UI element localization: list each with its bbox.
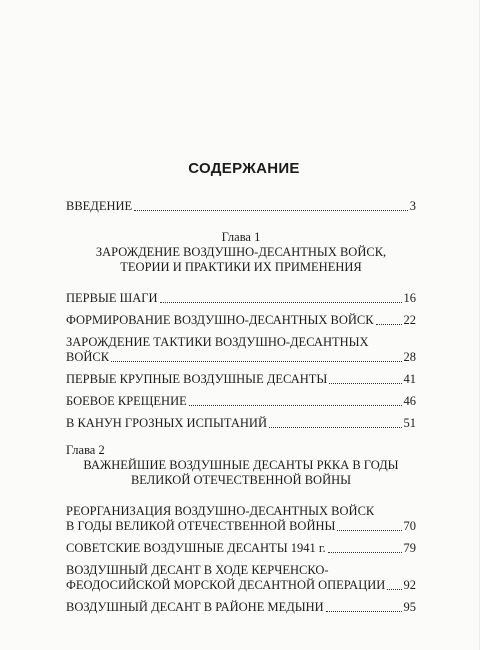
chapter-number: Глава 1 <box>221 230 261 244</box>
toc-entry <box>66 563 416 593</box>
leader-dots <box>337 530 401 531</box>
leader-dots <box>269 427 402 428</box>
leader-dots <box>376 324 402 325</box>
toc-entry-intro <box>66 199 416 214</box>
toc-entry-label: ЗАРОЖДЕНИЕ ТАКТИКИ ВОЗДУШНО-ДЕСАНТНЫХ <box>66 335 369 349</box>
toc-entry-page: 16 <box>403 291 416 305</box>
leader-dots <box>111 361 401 362</box>
leader-dots <box>328 552 402 553</box>
toc-entry-label: РЕОРГАНИЗАЦИЯ ВОЗДУШНО-ДЕСАНТНЫХ ВОЙСК <box>66 504 375 518</box>
toc-entry <box>66 600 416 615</box>
toc-entry <box>66 416 416 431</box>
toc-entry <box>66 291 416 306</box>
toc-entry-label: ФОРМИРОВАНИЕ ВОЗДУШНО-ДЕСАНТНЫХ ВОЙСК <box>66 313 374 327</box>
toc-entry-page: 46 <box>403 394 416 408</box>
toc-entry-label: ВОЗДУШНЫЙ ДЕСАНТ В ХОДЕ КЕРЧЕНСКО- <box>66 563 329 577</box>
leader-dots <box>326 611 402 612</box>
toc-entry-label: ПЕРВЫЕ КРУПНЫЕ ВОЗДУШНЫЕ ДЕСАНТЫ <box>66 372 328 386</box>
toc-entry-page: 95 <box>403 600 416 614</box>
toc-entry-label: ВОЙСК <box>66 350 110 364</box>
toc-entry-page: 51 <box>403 416 416 430</box>
toc-entry-page: 3 <box>409 199 416 213</box>
toc-entry-page: 41 <box>403 372 416 386</box>
toc-entry-page: 22 <box>403 313 416 327</box>
toc-entry-label: ВОЗДУШНЫЙ ДЕСАНТ В РАЙОНЕ МЕДЫНИ <box>66 600 324 614</box>
leader-dots <box>134 210 408 211</box>
toc-entry-page: 92 <box>403 578 416 592</box>
toc-entry-label: СОВЕТСКИЕ ВОЗДУШНЫЕ ДЕСАНТЫ 1941 г. <box>66 541 326 555</box>
toc-entry-label: БОЕВОЕ КРЕЩЕНИЕ <box>66 394 187 408</box>
chapter-title-line: ЗАРОЖДЕНИЕ ВОЗДУШНО-ДЕСАНТНЫХ ВОЙСК, <box>95 245 387 259</box>
toc-entry <box>66 394 416 409</box>
toc-entry <box>66 335 416 365</box>
toc-entry <box>66 313 416 328</box>
leader-dots <box>160 302 402 303</box>
leader-dots <box>189 405 402 406</box>
toc-entry <box>66 541 416 556</box>
toc-title: СОДЕРЖАНИЕ <box>188 160 300 177</box>
toc-entry-page: 28 <box>403 350 416 364</box>
toc-entry <box>66 372 416 387</box>
chapter-number: Глава 2 <box>66 443 105 457</box>
toc-entry-label: ВВЕДЕНИЕ <box>66 199 133 213</box>
toc-entry-label: В КАНУН ГРОЗНЫХ ИСПЫТАНИЙ <box>66 416 267 430</box>
toc-entry-label: ПЕРВЫЕ ШАГИ <box>66 291 158 305</box>
chapter-title-line: ТЕОРИИ И ПРАКТИКИ ИХ ПРИМЕНЕНИЯ <box>120 260 362 274</box>
toc-entry <box>66 504 416 534</box>
toc-entry-page: 79 <box>403 541 416 555</box>
chapter-title-line: ВЕЛИКОЙ ОТЕЧЕСТВЕННОЙ ВОЙНЫ <box>130 473 352 487</box>
toc-entry-label: В ГОДЫ ВЕЛИКОЙ ОТЕЧЕСТВЕННОЙ ВОЙНЫ <box>66 519 336 533</box>
toc-entry-label: ФЕОДОСИЙСКОЙ МОРСКОЙ ДЕСАНТНОЙ ОПЕРАЦИИ <box>66 578 386 592</box>
leader-dots <box>329 383 401 384</box>
toc-entry-page: 70 <box>403 519 416 533</box>
leader-dots <box>387 589 401 590</box>
toc <box>66 160 416 615</box>
chapter-title-line: ВАЖНЕЙШИЕ ВОЗДУШНЫЕ ДЕСАНТЫ РККА В ГОДЫ <box>83 458 399 472</box>
